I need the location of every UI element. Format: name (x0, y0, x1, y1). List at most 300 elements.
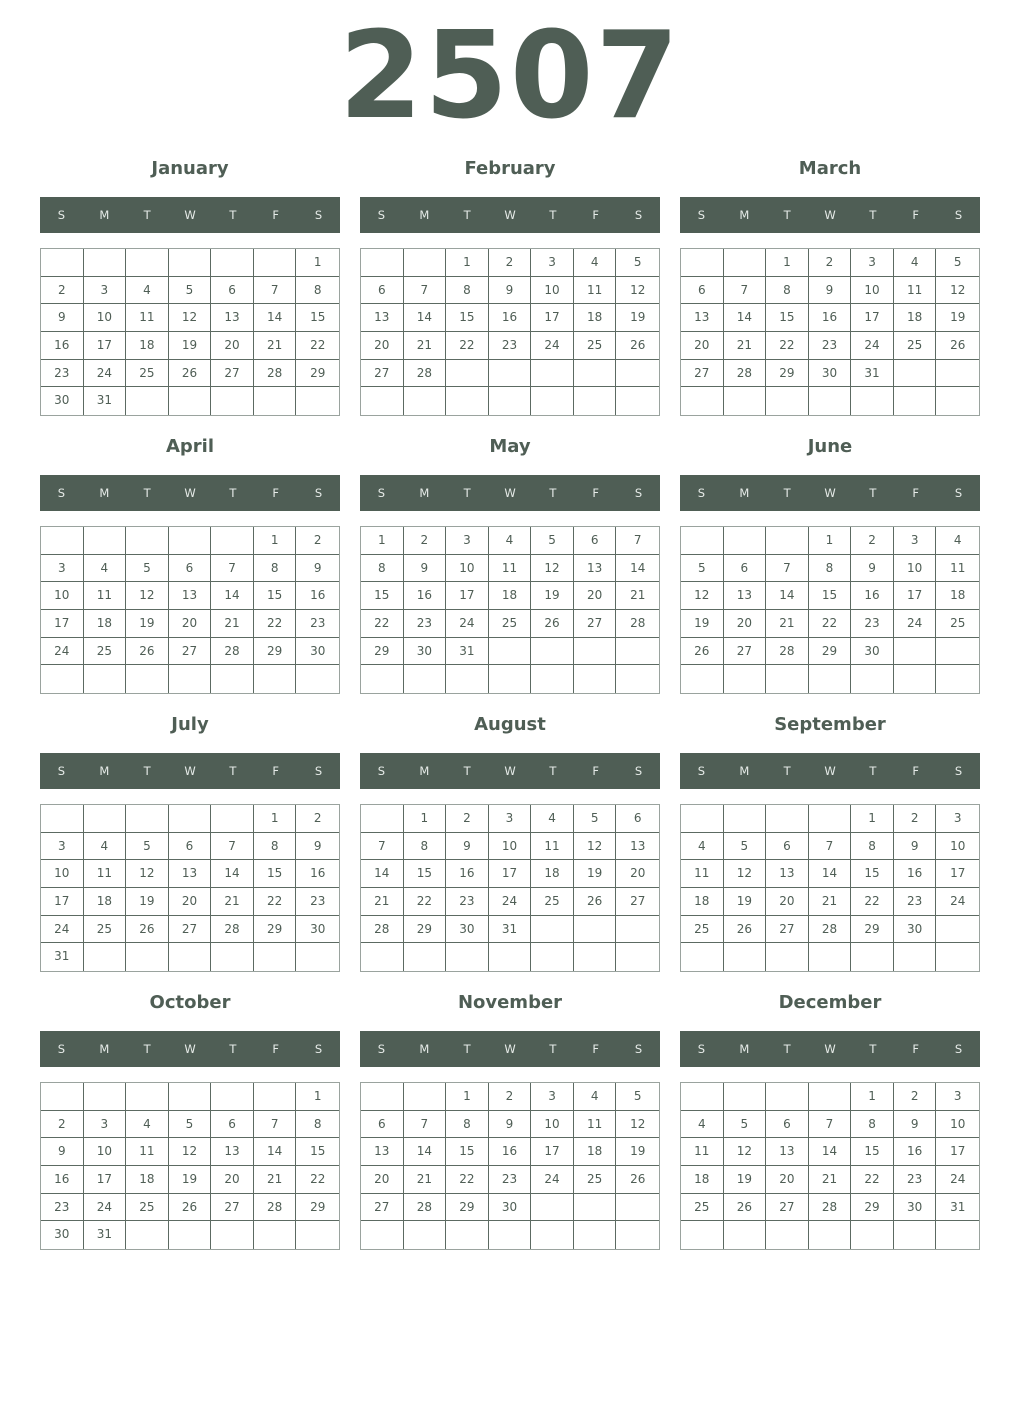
day-cell: 30 (41, 387, 84, 415)
day-cell (296, 387, 339, 415)
weekday-label: M (99, 764, 110, 778)
day-cell: 29 (254, 638, 297, 666)
weekday-label: M (739, 764, 750, 778)
day-cell: 25 (574, 332, 617, 360)
weekday-label: T (463, 1042, 471, 1056)
day-cell (766, 527, 809, 555)
day-cell (296, 943, 339, 971)
day-cell: 8 (296, 277, 339, 305)
day-cell: 9 (41, 1138, 84, 1166)
day-cell: 24 (936, 1166, 979, 1194)
day-cell (681, 1083, 724, 1111)
weekday-label: S (314, 764, 323, 778)
weekday-label: W (824, 208, 836, 222)
day-cell: 10 (446, 555, 489, 583)
day-cell (211, 1083, 254, 1111)
day-cell: 30 (296, 916, 339, 944)
weekday-header (680, 197, 980, 233)
day-cell: 13 (169, 582, 212, 610)
day-cell: 3 (84, 277, 127, 305)
day-cell: 19 (574, 860, 617, 888)
day-cell: 23 (894, 888, 937, 916)
day-cell (169, 527, 212, 555)
day-cell (84, 805, 127, 833)
day-cell: 21 (211, 888, 254, 916)
day-cell (724, 943, 767, 971)
day-cell (851, 665, 894, 693)
day-cell (809, 1083, 852, 1111)
month-title: February (464, 158, 556, 179)
day-cell: 29 (446, 1194, 489, 1222)
day-cell: 11 (894, 277, 937, 305)
day-cell: 4 (574, 1083, 617, 1111)
month-title: March (798, 158, 862, 179)
day-cell: 8 (446, 1111, 489, 1139)
weekday-label: S (954, 486, 963, 500)
day-cell: 20 (211, 332, 254, 360)
day-cell: 14 (809, 860, 852, 888)
day-cell: 24 (84, 1194, 127, 1222)
weekday-label: T (143, 486, 151, 500)
day-cell: 30 (851, 638, 894, 666)
weekday-label: T (463, 208, 471, 222)
day-cell (446, 665, 489, 693)
day-cell: 23 (41, 360, 84, 388)
weekday-label: T (869, 486, 877, 500)
day-cell (489, 638, 532, 666)
day-cell (361, 665, 404, 693)
day-cell: 17 (84, 1166, 127, 1194)
day-cell (446, 387, 489, 415)
weekday-label: M (419, 1042, 430, 1056)
day-cell: 30 (894, 1194, 937, 1222)
day-cell: 12 (126, 860, 169, 888)
day-cell: 27 (211, 1194, 254, 1222)
weekday-label: S (314, 208, 323, 222)
day-cell (724, 1083, 767, 1111)
day-cell: 26 (531, 610, 574, 638)
day-cell (894, 665, 937, 693)
day-cell (126, 387, 169, 415)
day-cell: 9 (809, 277, 852, 305)
weekday-header (360, 197, 660, 233)
day-cell: 22 (296, 332, 339, 360)
day-cell: 17 (41, 888, 84, 916)
day-cell: 7 (254, 1111, 297, 1139)
weekday-label: S (634, 208, 643, 222)
day-cell: 14 (211, 860, 254, 888)
day-cell: 11 (681, 1138, 724, 1166)
day-cell: 25 (894, 332, 937, 360)
day-cell: 5 (616, 1083, 659, 1111)
day-cell: 27 (681, 360, 724, 388)
day-cell: 3 (936, 1083, 979, 1111)
day-cell: 9 (296, 833, 339, 861)
day-cell: 5 (531, 527, 574, 555)
weekday-label: S (314, 1042, 323, 1056)
day-cell: 19 (126, 610, 169, 638)
day-cell (809, 665, 852, 693)
weekday-header (360, 753, 660, 789)
day-cell: 2 (489, 1083, 532, 1111)
day-cell (361, 805, 404, 833)
day-cell: 18 (84, 610, 127, 638)
weekday-label: F (912, 486, 920, 500)
day-cell (574, 387, 617, 415)
day-cell: 8 (851, 1111, 894, 1139)
day-cell: 10 (84, 1138, 127, 1166)
day-cell: 23 (296, 888, 339, 916)
day-cell: 25 (531, 888, 574, 916)
day-cell: 30 (296, 638, 339, 666)
weekday-label: W (504, 1042, 516, 1056)
day-cell: 25 (126, 1194, 169, 1222)
day-cell (681, 805, 724, 833)
day-grid (40, 1082, 340, 1250)
day-cell: 4 (531, 805, 574, 833)
month-title: January (151, 158, 229, 179)
day-cell: 30 (489, 1194, 532, 1222)
day-grid (40, 248, 340, 416)
day-cell (681, 665, 724, 693)
day-cell: 5 (936, 249, 979, 277)
day-cell: 5 (169, 277, 212, 305)
day-cell: 5 (681, 555, 724, 583)
day-cell: 16 (296, 582, 339, 610)
day-cell: 28 (361, 916, 404, 944)
day-cell: 29 (296, 360, 339, 388)
day-cell (404, 665, 447, 693)
day-cell: 27 (766, 1194, 809, 1222)
day-cell: 2 (41, 1111, 84, 1139)
day-cell: 6 (211, 1111, 254, 1139)
weekday-label: T (783, 764, 791, 778)
day-cell: 30 (894, 916, 937, 944)
weekday-label: T (869, 764, 877, 778)
day-cell: 3 (41, 555, 84, 583)
day-cell: 2 (41, 277, 84, 305)
day-cell: 18 (681, 1166, 724, 1194)
day-cell: 24 (531, 332, 574, 360)
day-cell (169, 943, 212, 971)
day-cell: 1 (766, 249, 809, 277)
day-cell (936, 360, 979, 388)
day-cell: 28 (254, 1194, 297, 1222)
day-cell (41, 249, 84, 277)
day-cell: 22 (446, 332, 489, 360)
day-cell (936, 943, 979, 971)
day-cell: 14 (809, 1138, 852, 1166)
day-cell: 7 (254, 277, 297, 305)
day-cell (936, 387, 979, 415)
day-cell (809, 805, 852, 833)
day-cell: 6 (616, 805, 659, 833)
day-cell: 25 (681, 916, 724, 944)
day-cell: 29 (404, 916, 447, 944)
day-cell (361, 943, 404, 971)
day-cell: 16 (489, 304, 532, 332)
day-cell: 10 (936, 833, 979, 861)
weekday-label: T (143, 208, 151, 222)
day-cell (84, 943, 127, 971)
day-cell: 26 (126, 638, 169, 666)
day-cell: 24 (489, 888, 532, 916)
day-cell (489, 1221, 532, 1249)
day-cell (681, 1221, 724, 1249)
day-cell: 25 (126, 360, 169, 388)
day-grid (680, 248, 980, 416)
day-cell: 31 (84, 1221, 127, 1249)
weekday-label: W (504, 486, 516, 500)
day-cell: 22 (254, 610, 297, 638)
day-cell: 4 (84, 833, 127, 861)
weekday-label: S (314, 486, 323, 500)
weekday-header (40, 753, 340, 789)
day-cell: 28 (211, 638, 254, 666)
day-cell (681, 249, 724, 277)
day-cell: 22 (851, 888, 894, 916)
weekday-label: W (184, 208, 196, 222)
day-cell: 11 (126, 304, 169, 332)
day-cell: 15 (404, 860, 447, 888)
weekday-label: W (824, 1042, 836, 1056)
day-cell (296, 665, 339, 693)
day-cell: 28 (404, 1194, 447, 1222)
day-cell: 23 (41, 1194, 84, 1222)
day-cell: 5 (169, 1111, 212, 1139)
day-cell: 3 (489, 805, 532, 833)
day-cell: 14 (766, 582, 809, 610)
day-cell: 19 (531, 582, 574, 610)
day-cell: 22 (296, 1166, 339, 1194)
day-cell: 29 (254, 916, 297, 944)
day-cell: 29 (361, 638, 404, 666)
day-cell (126, 527, 169, 555)
day-cell: 5 (616, 249, 659, 277)
day-cell: 4 (681, 833, 724, 861)
day-cell: 22 (851, 1166, 894, 1194)
day-cell (169, 387, 212, 415)
day-cell (894, 638, 937, 666)
day-cell: 17 (489, 860, 532, 888)
day-cell: 24 (894, 610, 937, 638)
day-cell: 16 (41, 1166, 84, 1194)
weekday-label: T (229, 764, 237, 778)
day-cell: 21 (616, 582, 659, 610)
day-grid (680, 526, 980, 694)
day-cell (894, 1221, 937, 1249)
day-cell: 14 (724, 304, 767, 332)
day-cell (361, 387, 404, 415)
weekday-header (680, 475, 980, 511)
day-cell: 7 (211, 833, 254, 861)
day-cell: 20 (169, 610, 212, 638)
month-title: December (778, 992, 882, 1013)
day-cell (574, 665, 617, 693)
day-cell (446, 1221, 489, 1249)
day-cell (254, 665, 297, 693)
weekday-label: S (954, 1042, 963, 1056)
day-cell: 31 (41, 943, 84, 971)
day-cell: 20 (574, 582, 617, 610)
day-cell: 11 (84, 860, 127, 888)
day-cell: 9 (489, 277, 532, 305)
day-cell: 19 (616, 1138, 659, 1166)
day-cell: 17 (936, 860, 979, 888)
day-cell: 9 (404, 555, 447, 583)
day-cell (254, 1083, 297, 1111)
day-cell: 20 (724, 610, 767, 638)
day-cell: 24 (41, 916, 84, 944)
day-cell: 17 (446, 582, 489, 610)
weekday-header (360, 475, 660, 511)
weekday-label: W (184, 486, 196, 500)
weekday-label: T (869, 208, 877, 222)
day-cell: 1 (361, 527, 404, 555)
day-cell: 6 (169, 555, 212, 583)
day-cell (574, 1221, 617, 1249)
weekday-label: S (697, 208, 706, 222)
day-cell (574, 1194, 617, 1222)
day-cell: 25 (489, 610, 532, 638)
day-cell: 4 (681, 1111, 724, 1139)
day-cell: 31 (446, 638, 489, 666)
day-cell: 10 (84, 304, 127, 332)
day-cell (41, 1083, 84, 1111)
day-cell: 16 (894, 1138, 937, 1166)
day-cell: 6 (766, 833, 809, 861)
day-cell (126, 1083, 169, 1111)
day-cell: 10 (41, 860, 84, 888)
day-cell (616, 360, 659, 388)
day-cell: 3 (894, 527, 937, 555)
day-cell (766, 943, 809, 971)
day-cell (84, 1083, 127, 1111)
day-cell: 10 (41, 582, 84, 610)
weekday-label: M (739, 486, 750, 500)
day-cell (531, 1194, 574, 1222)
day-cell: 21 (404, 332, 447, 360)
day-cell: 21 (211, 610, 254, 638)
weekday-label: T (783, 208, 791, 222)
day-cell (809, 943, 852, 971)
day-cell (254, 249, 297, 277)
day-cell: 12 (574, 833, 617, 861)
day-cell: 4 (126, 1111, 169, 1139)
day-cell: 12 (169, 1138, 212, 1166)
day-cell: 9 (446, 833, 489, 861)
day-cell: 27 (169, 638, 212, 666)
weekday-label: M (419, 486, 430, 500)
day-cell: 21 (404, 1166, 447, 1194)
weekday-label: S (634, 1042, 643, 1056)
day-cell: 5 (126, 833, 169, 861)
day-cell: 18 (126, 332, 169, 360)
day-cell (531, 1221, 574, 1249)
day-cell: 18 (936, 582, 979, 610)
day-cell: 6 (574, 527, 617, 555)
weekday-label: T (549, 208, 557, 222)
day-cell: 27 (169, 916, 212, 944)
day-cell: 1 (404, 805, 447, 833)
weekday-label: M (739, 1042, 750, 1056)
day-cell (616, 916, 659, 944)
weekday-label: S (634, 764, 643, 778)
weekday-label: W (504, 208, 516, 222)
day-cell: 11 (681, 860, 724, 888)
day-cell (531, 638, 574, 666)
day-cell (489, 387, 532, 415)
day-cell (531, 916, 574, 944)
weekday-label: T (143, 1042, 151, 1056)
day-cell: 21 (254, 1166, 297, 1194)
day-cell (296, 1221, 339, 1249)
day-cell (616, 638, 659, 666)
day-cell: 8 (361, 555, 404, 583)
day-cell (169, 805, 212, 833)
day-cell (446, 943, 489, 971)
day-cell: 7 (404, 277, 447, 305)
day-cell: 14 (616, 555, 659, 583)
day-cell (126, 943, 169, 971)
day-cell (361, 1221, 404, 1249)
day-cell: 12 (169, 304, 212, 332)
day-cell: 3 (531, 249, 574, 277)
day-cell: 13 (361, 1138, 404, 1166)
day-cell: 1 (254, 805, 297, 833)
day-cell: 17 (41, 610, 84, 638)
day-cell (211, 805, 254, 833)
day-cell: 11 (531, 833, 574, 861)
weekday-label: T (463, 764, 471, 778)
day-cell (766, 805, 809, 833)
day-cell (574, 943, 617, 971)
day-cell: 13 (766, 860, 809, 888)
day-cell: 10 (936, 1111, 979, 1139)
weekday-label: M (99, 208, 110, 222)
day-cell (169, 665, 212, 693)
day-cell: 26 (169, 360, 212, 388)
day-cell: 12 (616, 277, 659, 305)
day-cell (851, 1221, 894, 1249)
day-cell: 9 (489, 1111, 532, 1139)
day-cell: 4 (894, 249, 937, 277)
day-cell: 2 (851, 527, 894, 555)
day-cell (681, 387, 724, 415)
day-cell: 22 (404, 888, 447, 916)
day-cell: 19 (681, 610, 724, 638)
weekday-label: F (592, 1042, 600, 1056)
day-cell (404, 943, 447, 971)
day-cell: 8 (404, 833, 447, 861)
day-cell: 14 (211, 582, 254, 610)
day-cell: 23 (894, 1166, 937, 1194)
day-cell: 31 (936, 1194, 979, 1222)
day-cell: 24 (446, 610, 489, 638)
day-cell: 30 (404, 638, 447, 666)
day-cell: 21 (809, 1166, 852, 1194)
day-cell: 24 (84, 360, 127, 388)
day-cell: 16 (446, 860, 489, 888)
day-cell (211, 249, 254, 277)
day-cell: 22 (766, 332, 809, 360)
day-cell: 25 (574, 1166, 617, 1194)
day-cell: 30 (41, 1221, 84, 1249)
month-title: July (171, 714, 209, 735)
weekday-label: M (99, 486, 110, 500)
day-cell: 20 (361, 332, 404, 360)
day-cell: 22 (446, 1166, 489, 1194)
